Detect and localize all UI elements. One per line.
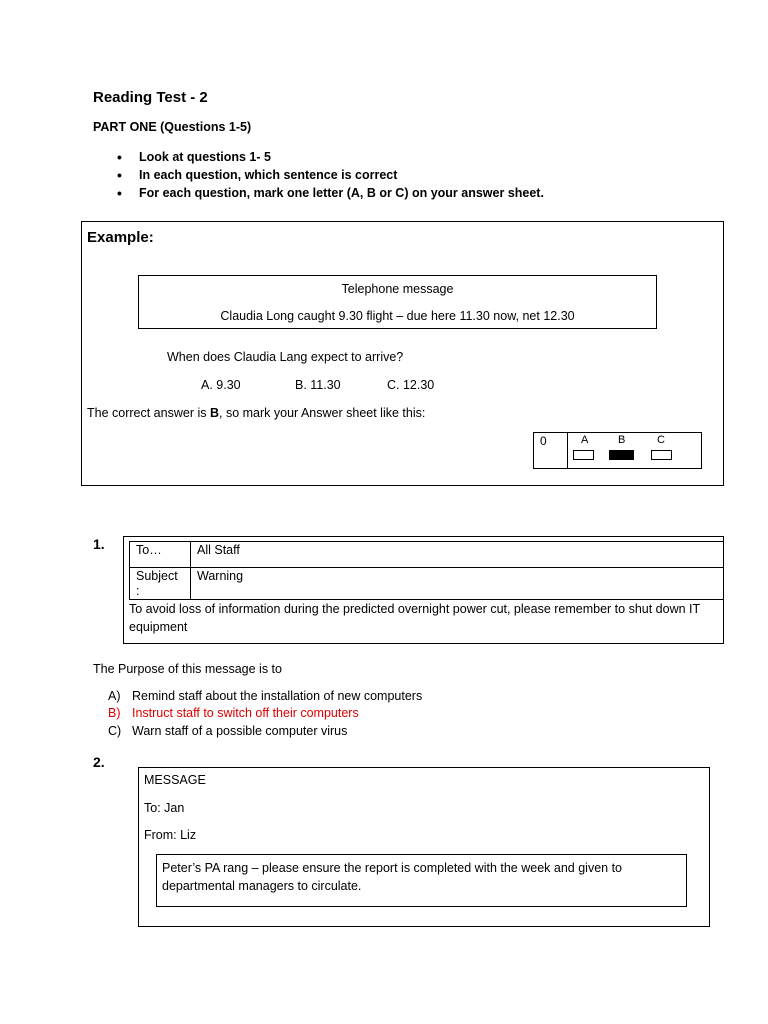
question-1-option-a[interactable] xyxy=(108,689,422,703)
answer-sheet-letter-c: C xyxy=(657,434,665,446)
question-1-option-c[interactable] xyxy=(108,724,347,738)
answer-sheet-letter-b: B xyxy=(618,434,626,446)
message-from: From: Liz xyxy=(144,828,197,842)
page-title: Reading Test - 2 xyxy=(93,89,208,106)
memo-message: To avoid loss of information during the predicted overnight power cut, please remember to shut down IT equipment xyxy=(129,602,700,634)
example-option-a: A. 9.30 xyxy=(201,378,241,392)
message-to: To: Jan xyxy=(144,801,185,815)
question-1-option-b-selected[interactable] xyxy=(108,706,359,720)
message-body: Peter’s PA rang – please ensure the report is completed with the week and given to departmental managers to circulate. xyxy=(162,861,622,893)
instruction-item: • In each question, which sentence is correct xyxy=(117,166,544,184)
memo-to-value: All Staff xyxy=(197,543,240,557)
example-option-b: B. 11.30 xyxy=(295,378,341,392)
memo-divider xyxy=(190,541,191,600)
answer-box-a[interactable] xyxy=(573,450,594,460)
part-heading: PART ONE (Questions 1-5) xyxy=(93,120,252,134)
answer-sheet-divider xyxy=(567,432,568,469)
memo-subject-colon: : xyxy=(136,584,140,598)
telephone-message-title: Telephone message xyxy=(341,282,454,296)
answer-note-before: The correct answer is xyxy=(87,406,210,420)
example-answer-note xyxy=(87,406,425,420)
question-2-number: 2. xyxy=(93,754,105,770)
answer-sheet-number: 0 xyxy=(540,434,547,448)
instruction-item: • For each question, mark one letter (A, B or C) on your answer sheet. xyxy=(117,184,544,202)
answer-sheet-letter-a: A xyxy=(581,434,589,446)
memo-subject-label: Subject xyxy=(136,569,178,583)
telephone-message-body: Claudia Long caught 9.30 flight – due here 11.30 now, net 12.30 xyxy=(220,309,575,323)
option-letter: A) xyxy=(108,689,121,703)
memo-to-label: To… xyxy=(136,543,162,557)
memo-subject-value: Warning xyxy=(197,569,244,583)
instruction-list xyxy=(117,148,544,202)
answer-note-letter: B xyxy=(209,406,219,420)
answer-note-after: , so mark your Answer sheet like this: xyxy=(219,406,426,420)
answer-box-b-marked[interactable] xyxy=(609,450,634,460)
example-option-c: C. 12.30 xyxy=(387,378,435,392)
option-letter: C) xyxy=(108,724,122,738)
message-heading: MESSAGE xyxy=(144,773,206,787)
question-1-prompt: The Purpose of this message is to xyxy=(93,662,282,676)
option-text: Instruct staff to switch off their computers xyxy=(132,706,359,720)
option-text: Remind staff about the installation of new computers xyxy=(132,689,423,703)
question-1-number: 1. xyxy=(93,536,105,552)
example-label: Example: xyxy=(87,229,154,246)
answer-box-c[interactable] xyxy=(651,450,672,460)
option-letter: B) xyxy=(108,706,121,720)
example-question: When does Claudia Lang expect to arrive? xyxy=(167,350,404,364)
option-text: Warn staff of a possible computer virus xyxy=(132,724,348,738)
instruction-item: • Look at questions 1- 5 xyxy=(117,148,544,166)
